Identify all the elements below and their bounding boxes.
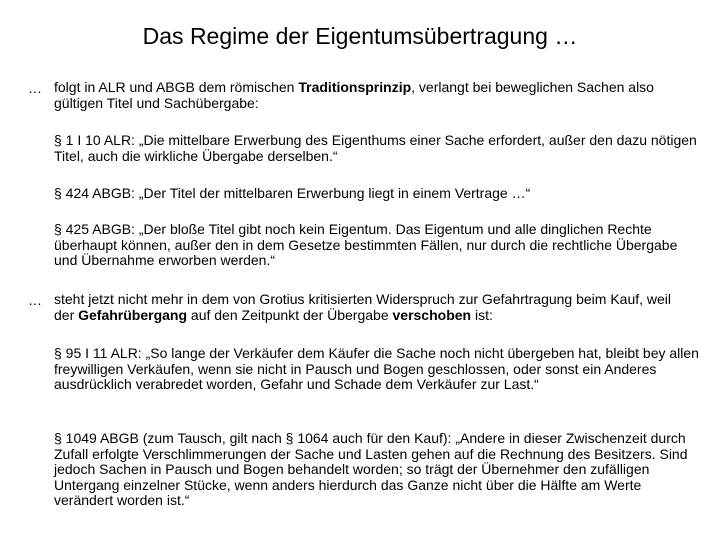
quote-alr-95-i-11: § 95 I 11 ALR: „So lange der Verkäufer dem Käufer die Sache noch nicht übergeben hat, bleibt bey allen freywilligen Verkäufen, wenn sie nicht in Pausch und Bogen geschlossen, oder sonst ein Anderes ausdrücklich verabredet worden, Gefahr und Schade dem Verkäufer zur Last.“ bbox=[54, 345, 699, 392]
section-1-marker: … bbox=[28, 80, 42, 96]
section-2-intro bbox=[54, 292, 694, 323]
section-2-emphasis-1: Gefahrübergang bbox=[78, 306, 188, 323]
quote-abgb-1049: § 1049 ABGB (zum Tausch, gilt nach § 1064 auch für den Kauf): „Andere in dieser Zwischenzeit durch Zufall erfolgte Verschlimmerungen der Sache und Lasten gehen auf die Rechnung des Besitzers. Sind jedoch Sachen in Pausch und Bogen behandelt worden; so trägt der Übernehmer den zufälligen Untergang einzelner Stücke, wenn anders hierdurch das Ganze nicht über die Hälfte am Werte verändert worden ist.“ bbox=[54, 430, 688, 508]
quote-abgb-425: § 425 ABGB: „Der bloße Titel gibt noch kein Eigentum. Das Eigentum und alle dinglichen Rechte überhaupt können, außer den in dem Gesetze bestimmten Fällen, nur durch die rechtliche Übergabe und Übernahme erworben werden.“ bbox=[54, 221, 678, 268]
section-1-intro bbox=[54, 80, 694, 111]
quote-alr-1-i-10: § 1 I 10 ALR: „Die mittelbare Erwerbung des Eigenthums einer Sache erfordert, außer den dazu nötigen Titel, auch die wirkliche Übergabe derselben.“ bbox=[54, 132, 697, 164]
section-2-emphasis-2: verschoben bbox=[392, 306, 472, 323]
section-1-emphasis: Traditionsprinzip bbox=[298, 79, 412, 95]
section-2-marker: … bbox=[28, 292, 42, 308]
section-1-intro-text: folgt in ALR und ABGB dem römischen bbox=[54, 79, 299, 95]
quote-abgb-424: § 424 ABGB: „Der Titel der mittelbaren Erwerbung liegt in einem Vertrage …“ bbox=[54, 185, 531, 201]
slide-title: Das Regime der Eigentumsübertragung … bbox=[142, 23, 578, 49]
section-2-intro-text: steht jetzt nicht mehr in dem von Grotius kritisierten Widerspruch zur Gefahrtragung beim Kauf, weil der bbox=[54, 291, 672, 323]
section-1-intro-tail: , verlangt bei beweglichen Sachen also gültigen Titel und Sachübergabe: bbox=[54, 79, 654, 111]
section-2-intro-mid: auf den Zeitpunkt der Übergabe bbox=[187, 306, 393, 323]
section-2-intro-tail: ist: bbox=[471, 306, 493, 323]
